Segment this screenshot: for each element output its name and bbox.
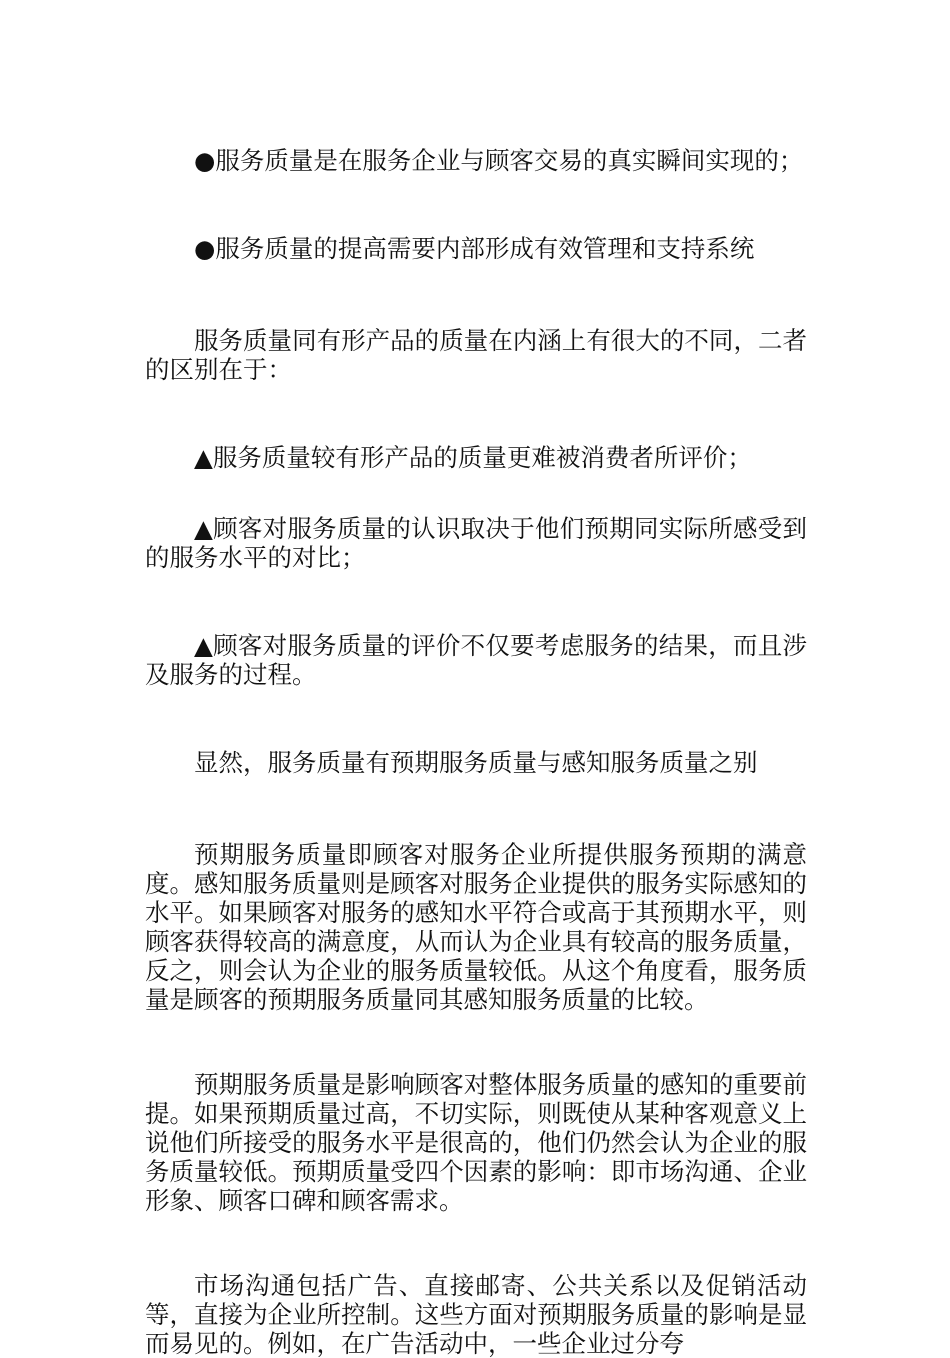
body-paragraph-market-communication: 市场沟通包括广告、直接邮寄、公共关系以及促销活动等，直接为企业所控制。这些方面对预期服务质量的影响是显而易见的。例如，在广告活动中，一些企业过分夸 xyxy=(145,1271,807,1358)
bullet-paragraph-1: ●服务质量是在服务企业与顾客交易的真实瞬间实现的； xyxy=(194,146,804,175)
document-body xyxy=(145,146,807,1358)
body-paragraph-expected-quality-definition: 预期服务质量即顾客对服务企业所提供服务预期的满意度。感知服务质量则是顾客对服务企业提供的服务实际感知的水平。如果顾客对服务的感知水平符合或高于其预期水平，则顾客获得较高的满意度，从而认为企业具有较高的服务质量，反之，则会认为企业的服务质量较低。从这个角度看，服务质量是顾客的预期服务质量同其感知服务质量的比较。 xyxy=(145,840,807,1014)
triangle-paragraph-2: ▲顾客对服务质量的认识取决于他们预期同实际所感受到的服务水平的对比； xyxy=(145,514,807,572)
body-paragraph-expected-vs-perceived: 显然，服务质量有预期服务质量与感知服务质量之别 xyxy=(194,748,758,777)
triangle-paragraph-3: ▲顾客对服务质量的评价不仅要考虑服务的结果，而且涉及服务的过程。 xyxy=(145,631,807,689)
bullet-paragraph-2: ●服务质量的提高需要内部形成有效管理和支持系统 xyxy=(194,234,755,263)
triangle-paragraph-1: ▲服务质量较有形产品的质量更难被消费者所评价； xyxy=(194,443,752,472)
body-paragraph-expected-quality-factors: 预期服务质量是影响顾客对整体服务质量的感知的重要前提。如果预期质量过高，不切实际，则既使从某种客观意义上说他们所接受的服务水平是很高的，他们仍然会认为企业的服务质量较低。预期质量受四个因素的影响：即市场沟通、企业形象、顾客口碑和顾客需求。 xyxy=(145,1070,807,1215)
body-paragraph-difference: 服务质量同有形产品的质量在内涵上有很大的不同，二者的区别在于： xyxy=(145,326,807,384)
